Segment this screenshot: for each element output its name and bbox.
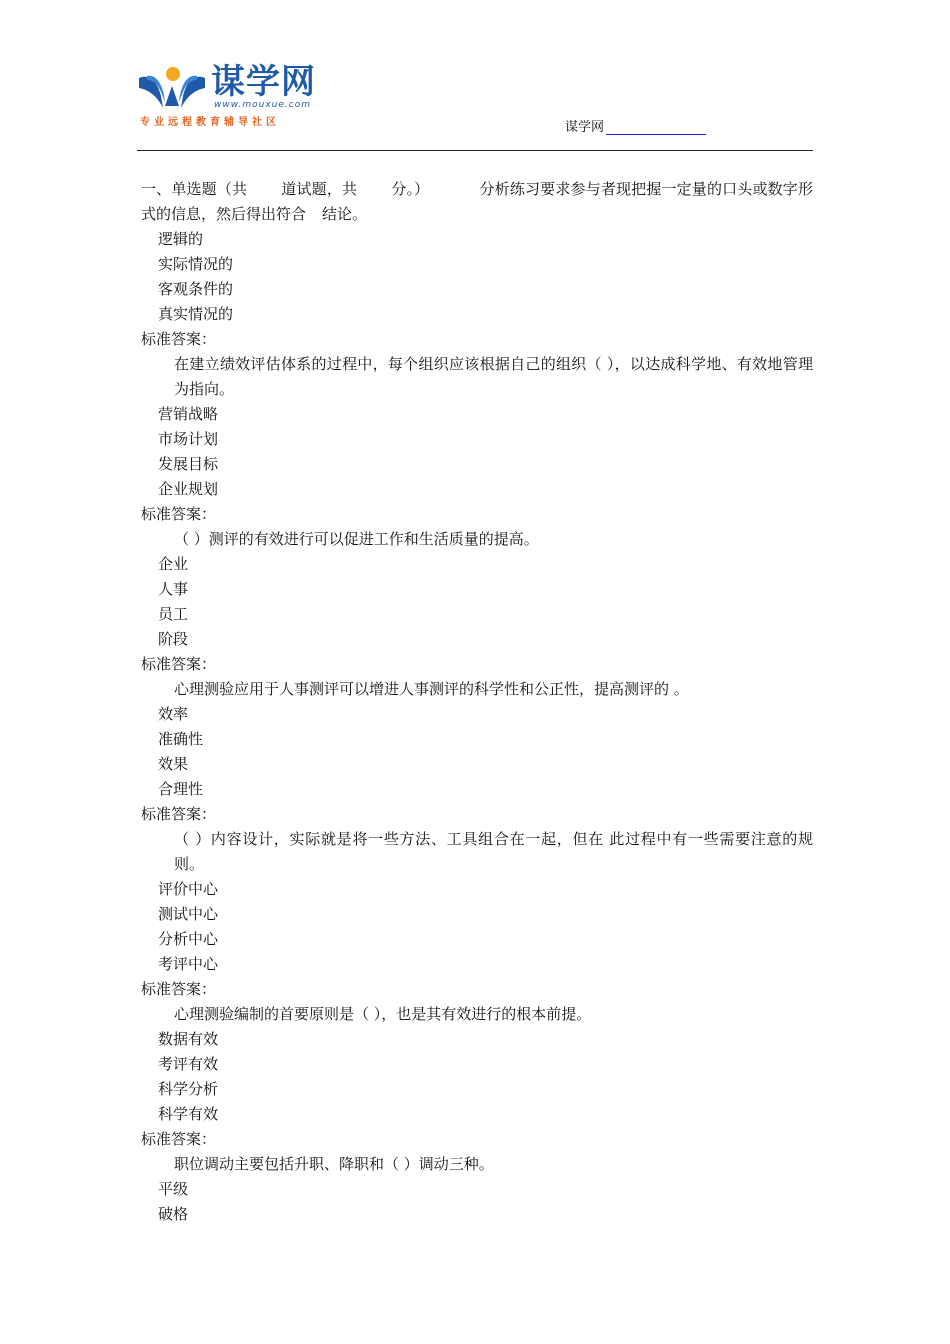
section-title-part2: 道试题，共 bbox=[281, 180, 358, 198]
logo-url: www.mouxue.com bbox=[214, 100, 311, 110]
answer-label: 标准答案： bbox=[141, 980, 217, 998]
option-item[interactable]: 科学有效 bbox=[158, 1105, 219, 1123]
site-label: 谋学网 bbox=[565, 120, 605, 135]
option-item[interactable]: 企业 bbox=[158, 555, 189, 573]
answer-label: 标准答案： bbox=[141, 330, 217, 348]
option-item[interactable]: 准确性 bbox=[158, 730, 204, 748]
option-item[interactable]: 科学分析 bbox=[158, 1080, 219, 1098]
option-item[interactable]: 合理性 bbox=[158, 780, 204, 798]
option-item[interactable]: 人事 bbox=[158, 580, 189, 598]
site-logo[interactable] bbox=[137, 62, 327, 130]
option-item[interactable]: 考评有效 bbox=[158, 1055, 219, 1073]
option-item[interactable]: 市场计划 bbox=[158, 430, 219, 448]
option-item[interactable]: 阶段 bbox=[158, 630, 189, 648]
question-text-end: 结论。 bbox=[322, 205, 368, 223]
question-text: 职位调动主要包括升职、降职和（ ）调动三种。 bbox=[174, 1155, 494, 1173]
option-item[interactable]: 破格 bbox=[158, 1205, 189, 1223]
question-text: 分析练习要求参与者现把握一定量的口头或数字形式的信息，然后得出符合 bbox=[141, 180, 813, 223]
answer-label: 标准答案： bbox=[141, 1130, 217, 1148]
logo-title: 谋学网 bbox=[211, 62, 316, 102]
option-item[interactable]: 数据有效 bbox=[158, 1030, 219, 1048]
option-item[interactable]: 实际情况的 bbox=[158, 255, 234, 273]
section-title-part3: 分。） bbox=[391, 180, 430, 198]
option-item[interactable]: 效果 bbox=[158, 755, 189, 773]
option-item[interactable]: 逻辑的 bbox=[158, 230, 204, 248]
book-logo-icon bbox=[137, 66, 207, 112]
option-item[interactable]: 客观条件的 bbox=[158, 280, 234, 298]
site-link bbox=[565, 116, 706, 135]
question-text: （ ）测评的有效进行可以促进工作和生活质量的提高。 bbox=[174, 530, 539, 548]
option-item[interactable]: 考评中心 bbox=[158, 955, 219, 973]
option-item[interactable]: 测试中心 bbox=[158, 905, 219, 923]
answer-label: 标准答案： bbox=[141, 805, 217, 823]
question-text: （ ）内容设计，实际就是将一些方法、工具组合在一起，但在 此过程中有一些需要注意的规则。 bbox=[174, 830, 813, 873]
document-body bbox=[141, 177, 813, 1227]
option-item[interactable]: 评价中心 bbox=[158, 880, 219, 898]
option-item[interactable]: 营销战略 bbox=[158, 405, 219, 423]
question-text: 心理测验应用于人事测评可以增进人事测评的科学性和公正性，提高测评的 。 bbox=[174, 680, 689, 698]
question-text: 在建立绩效评估体系的过程中，每个组织应该根据自己的组织（ ），以达成科学地、有效地管理为指向。 bbox=[174, 355, 813, 398]
option-item[interactable]: 效率 bbox=[158, 705, 189, 723]
answer-label: 标准答案： bbox=[141, 505, 217, 523]
header-divider bbox=[137, 150, 813, 151]
answer-label: 标准答案： bbox=[141, 655, 217, 673]
logo-slogan: 专业远程教育辅导社区 bbox=[140, 117, 280, 128]
option-item[interactable]: 分析中心 bbox=[158, 930, 219, 948]
option-item[interactable]: 员工 bbox=[158, 605, 189, 623]
site-url-link[interactable] bbox=[606, 120, 706, 135]
page-header bbox=[0, 0, 950, 152]
section-title-part1: 一、单选题（共 bbox=[141, 180, 248, 198]
question-text: 心理测验编制的首要原则是（ ），也是其有效进行的根本前提。 bbox=[174, 1005, 592, 1023]
section-title bbox=[141, 177, 813, 227]
option-item[interactable]: 真实情况的 bbox=[158, 305, 234, 323]
option-item[interactable]: 发展目标 bbox=[158, 455, 219, 473]
option-item[interactable]: 平级 bbox=[158, 1180, 189, 1198]
option-item[interactable]: 企业规划 bbox=[158, 480, 219, 498]
